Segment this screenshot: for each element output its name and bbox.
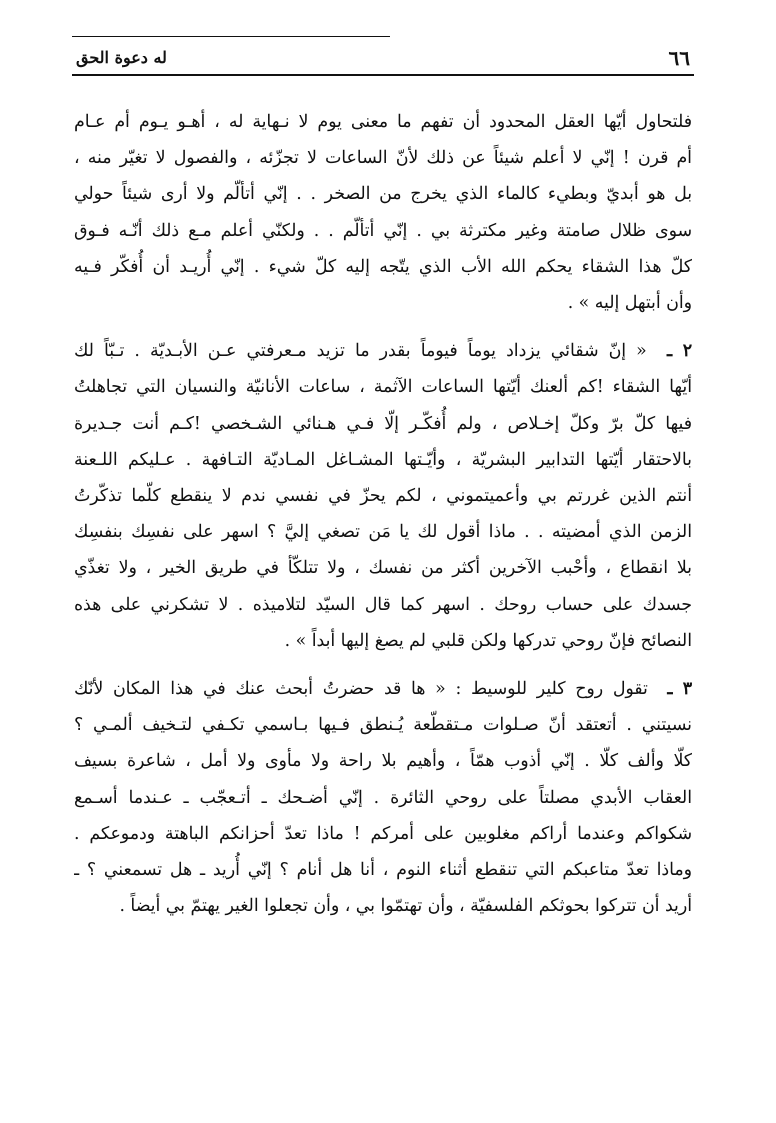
text-line: نسيتني . أتعتقد أنّ صـلوات مـتقطّعة يُـنطق فـيها بـاسمي تكـفي لتـخيف ألمـي ؟ — [74, 715, 692, 736]
text-line-content: « إنّ شقائي يزداد يوماً فيوماً بقدر ما تزيد مـعرفتي عـن الأبـديّة . تـبّاً لك — [74, 341, 647, 362]
text-line: شكواكم وعندما أراكم مغلوبين على أمركم ! ماذا تعدّ أحزانكم الباهتة ودموعكم . — [74, 823, 692, 844]
running-title: له دعوة الحق — [76, 48, 167, 67]
text-line: بل هو أبديّ وبطيء كالماء الذي يخرج من الصخر . . إنّي أتألّم ولا أرى شيئاً حولي — [74, 184, 692, 205]
text-line-content: تقول روح كلير للوسيط : « ها قد حضرتُ أبحث عنك في هذا المكان لأنّك — [74, 679, 648, 700]
text-line: بالاحتقار أيّتها التدابير البشريّة ، وأيّـتها المشـاغل المـاديّة التـافهة . عـليكم اللـعنة — [74, 449, 692, 470]
text-line — [74, 333, 692, 369]
text-line: كلّا وألف كلّا . إنّي أذوب همّاً ، وأهيم بلا راحة ولا مأوى ولا أمل ، شاعرة بسيف — [74, 751, 692, 772]
text-line: سوى ظلال صامتة وغير مكترثة بي . إنّي أتألّم . . ولكنّي أعلم مـع ذلك أنّـه فـوق — [74, 220, 692, 241]
body-text — [74, 104, 692, 936]
text-line: وأن أبتهل إليه » . — [567, 293, 692, 314]
text-line: أريد أن تتركوا بحوثكم الفلسفيّة ، وأن تهتمّوا بي ، وأن تجعلوا الغير يهتمّ بي أيضاً . — [119, 896, 692, 917]
paragraph-2 — [74, 333, 692, 659]
page-number: ٦٦ — [668, 46, 690, 70]
text-line: النصائح فإنّ روحي تدركها ولكن قلبي لم يصغ إليها أبداً » . — [284, 630, 692, 651]
text-line: فيها كلّ برّ وكلّ إخـلاص ، ولم أُفكّـر إلّا فـي هـنائي الشـخصي !كـم أنت جـديرة — [74, 413, 692, 434]
text-line: أم قرن ! إنّي لا أعلم شيئاً عن ذلك لأنّ الساعات لا تجزّئه ، والفصول لا تغيّر منه ، — [74, 148, 692, 169]
paragraph-1 — [74, 104, 692, 321]
page-header — [72, 40, 694, 76]
text-line: كلّ هذا الشقاء يحكم الله الأب الذي يتّجه إليه كلّ شيء . إنّي أُريـد أن أُفكّر فـيه — [74, 256, 692, 277]
text-line: الزمن الذي أمضيته . . ماذا أقول لك يا مَن تصغي إليَّ ؟ اسهر على نفسِك بنفسِك — [74, 522, 692, 543]
text-line: أيّها الشقاء !كم ألعنك أيّتها الساعات الآثمة ، ساعات الأنانيّة والنسيان التي تجاهلتُ — [74, 377, 692, 398]
text-line: وماذا تعدّ متاعبكم التي تنقطع أثناء النوم ، أنا هل أنام ؟ إنّي أُريد ـ هل تسمعني ؟ ـ — [74, 860, 692, 881]
paragraph-number: ٣ ـ — [667, 679, 692, 700]
text-line: فلتحاول أيّها العقل المحدود أن تفهم ما معنى يوم لا نـهاية له ، أهـو يـوم أم عـام — [74, 112, 692, 132]
header-top-rule — [72, 36, 390, 37]
text-line — [74, 671, 692, 707]
paragraph-3 — [74, 671, 692, 924]
text-line: العقاب الأبدي مصلتاً على روحي الثائرة . إنّي أضـحك ـ أتـعجّب ـ عـندما أسـمع — [74, 787, 692, 808]
text-line: بلا انقطاع ، وأحْبب الآخرين أكثر من نفسك ، ولا تتلكّأ في طريق الخير ، ولا تغذّي — [74, 558, 692, 579]
text-line: أنتم الذين غررتم بي وأعميتموني ، لكم يحزّ في نفسي ندم لا ينقطع كلّما تذكّرتُ — [74, 486, 692, 507]
paragraph-number: ٢ ـ — [666, 341, 692, 362]
text-line: جسدك على حساب روحك . اسهر كما قال السيّد لتلاميذه . لا تشكرني على هذه — [74, 594, 692, 615]
